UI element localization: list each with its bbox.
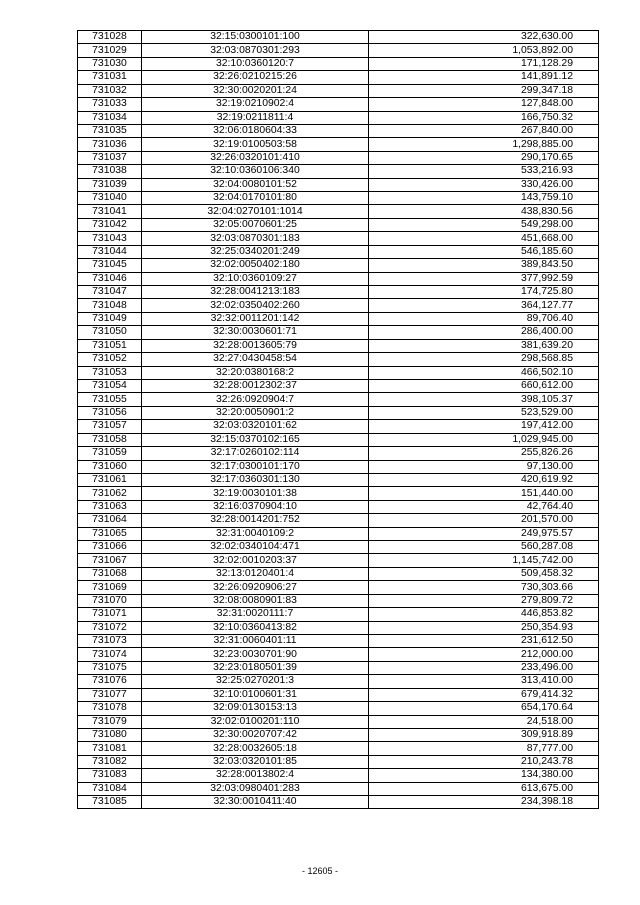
cadastral-number-cell: 32:28:0014201:752 (142, 514, 369, 527)
record-number-cell: 731069 (78, 581, 142, 594)
table-row (78, 232, 599, 245)
cadastral-value-cell: 1,053,892.00 (369, 44, 599, 57)
record-number-cell: 731079 (78, 715, 142, 728)
table-row (78, 339, 599, 352)
table-row (78, 406, 599, 419)
table-row (78, 245, 599, 258)
cadastral-number-cell: 32:26:0320101:410 (142, 151, 369, 164)
record-number-cell: 731066 (78, 541, 142, 554)
cadastral-number-cell: 32:19:0030101:38 (142, 487, 369, 500)
cadastral-value-cell: 446,853.82 (369, 608, 599, 621)
record-number-cell: 731047 (78, 286, 142, 299)
cadastral-value-cell: 322,630.00 (369, 31, 599, 44)
cadastral-value-cell: 730,303.66 (369, 581, 599, 594)
cadastral-value-cell: 42,764.40 (369, 500, 599, 513)
cadastral-value-cell: 141,891.12 (369, 71, 599, 84)
table-row (78, 675, 599, 688)
cadastral-number-cell: 32:30:0030601:71 (142, 326, 369, 339)
cadastral-number-cell: 32:03:0870301:293 (142, 44, 369, 57)
cadastral-number-cell: 32:31:0040109:2 (142, 527, 369, 540)
cadastral-value-cell: 1,145,742.00 (369, 554, 599, 567)
cadastral-value-cell: 330,426.00 (369, 178, 599, 191)
cadastral-number-cell: 32:28:0032605:18 (142, 742, 369, 755)
record-number-cell: 731044 (78, 245, 142, 258)
record-number-cell: 731065 (78, 527, 142, 540)
table-row (78, 755, 599, 768)
record-number-cell: 731068 (78, 567, 142, 580)
cadastral-value-cell: 398,105.37 (369, 393, 599, 406)
record-number-cell: 731061 (78, 473, 142, 486)
cadastral-value-cell: 466,502.10 (369, 366, 599, 379)
cadastral-value-cell: 97,130.00 (369, 460, 599, 473)
table-row (78, 98, 599, 111)
cadastral-number-cell: 32:28:0012302:37 (142, 379, 369, 392)
record-number-cell: 731063 (78, 500, 142, 513)
table-row (78, 567, 599, 580)
cadastral-number-cell: 32:30:0020201:24 (142, 84, 369, 97)
cadastral-number-cell: 32:02:0050402:180 (142, 259, 369, 272)
cadastral-value-cell: 286,400.00 (369, 326, 599, 339)
record-number-cell: 731036 (78, 138, 142, 151)
cadastral-number-cell: 32:26:0920904:7 (142, 393, 369, 406)
table-row (78, 205, 599, 218)
cadastral-value-cell: 233,496.00 (369, 661, 599, 674)
cadastral-number-cell: 32:08:0080901:83 (142, 594, 369, 607)
table-row (78, 299, 599, 312)
table-row (78, 286, 599, 299)
record-number-cell: 731067 (78, 554, 142, 567)
cadastral-value-cell: 151,440.00 (369, 487, 599, 500)
cadastral-value-cell: 298,568.85 (369, 353, 599, 366)
table-row (78, 769, 599, 782)
record-number-cell: 731084 (78, 782, 142, 795)
table-row (78, 742, 599, 755)
cadastral-value-cell: 127,848.00 (369, 98, 599, 111)
cadastral-number-cell: 32:10:0360106:340 (142, 165, 369, 178)
cadastral-number-cell: 32:20:0050901:2 (142, 406, 369, 419)
cadastral-number-cell: 32:27:0430458:54 (142, 353, 369, 366)
cadastral-number-cell: 32:03:0320101:85 (142, 755, 369, 768)
record-number-cell: 731071 (78, 608, 142, 621)
table-row (78, 138, 599, 151)
table-row (78, 272, 599, 285)
cadastral-number-cell: 32:10:0100601:31 (142, 688, 369, 701)
record-number-cell: 731050 (78, 326, 142, 339)
cadastral-value-cell: 279,809.72 (369, 594, 599, 607)
cadastral-number-cell: 32:10:0360120:7 (142, 57, 369, 70)
cadastral-value-cell: 267,840.00 (369, 124, 599, 137)
record-number-cell: 731082 (78, 755, 142, 768)
record-number-cell: 731032 (78, 84, 142, 97)
cadastral-number-cell: 32:31:0020111:7 (142, 608, 369, 621)
cadastral-number-cell: 32:31:0060401:11 (142, 634, 369, 647)
record-number-cell: 731077 (78, 688, 142, 701)
cadastral-value-cell: 255,826.26 (369, 447, 599, 460)
record-number-cell: 731062 (78, 487, 142, 500)
record-number-cell: 731055 (78, 393, 142, 406)
record-number-cell: 731030 (78, 57, 142, 70)
cadastral-number-cell: 32:25:0270201:3 (142, 675, 369, 688)
record-number-cell: 731076 (78, 675, 142, 688)
table-row (78, 151, 599, 164)
table-row (78, 527, 599, 540)
cadastral-number-cell: 32:02:0010203:37 (142, 554, 369, 567)
table-row (78, 460, 599, 473)
table-row (78, 71, 599, 84)
cadastral-value-cell: 654,170.64 (369, 702, 599, 715)
table-row (78, 44, 599, 57)
record-number-cell: 731059 (78, 447, 142, 460)
table-row (78, 500, 599, 513)
cadastral-value-table (77, 30, 599, 809)
table-row (78, 353, 599, 366)
record-number-cell: 731033 (78, 98, 142, 111)
cadastral-number-cell: 32:03:0320101:62 (142, 420, 369, 433)
record-number-cell: 731052 (78, 353, 142, 366)
cadastral-number-cell: 32:02:0340104:471 (142, 541, 369, 554)
table-row (78, 259, 599, 272)
cadastral-number-cell: 32:13:0120401:4 (142, 567, 369, 580)
table-row (78, 57, 599, 70)
page-number: - 12605 - (301, 866, 339, 876)
cadastral-number-cell: 32:10:0360413:82 (142, 621, 369, 634)
table-row (78, 433, 599, 446)
record-number-cell: 731046 (78, 272, 142, 285)
cadastral-value-cell: 89,706.40 (369, 312, 599, 325)
record-number-cell: 731029 (78, 44, 142, 57)
table-row (78, 326, 599, 339)
cadastral-value-cell: 134,380.00 (369, 769, 599, 782)
record-number-cell: 731034 (78, 111, 142, 124)
cadastral-value-cell: 546,185.60 (369, 245, 599, 258)
record-number-cell: 731037 (78, 151, 142, 164)
table-row (78, 661, 599, 674)
cadastral-number-cell: 32:03:0980401:283 (142, 782, 369, 795)
cadastral-number-cell: 32:23:0180501:39 (142, 661, 369, 674)
cadastral-value-cell: 212,000.00 (369, 648, 599, 661)
cadastral-number-cell: 32:16:0370904:10 (142, 500, 369, 513)
cadastral-value-cell: 438,830.56 (369, 205, 599, 218)
table-row (78, 420, 599, 433)
cadastral-number-cell: 32:32:0011201:142 (142, 312, 369, 325)
cadastral-value-cell: 533,216.93 (369, 165, 599, 178)
record-number-cell: 731060 (78, 460, 142, 473)
table-row (78, 312, 599, 325)
record-number-cell: 731051 (78, 339, 142, 352)
cadastral-value-cell: 381,639.20 (369, 339, 599, 352)
table-row (78, 84, 599, 97)
table-row (78, 621, 599, 634)
record-number-cell: 731043 (78, 232, 142, 245)
record-number-cell: 731038 (78, 165, 142, 178)
cadastral-value-cell: 660,612.00 (369, 379, 599, 392)
cadastral-value-cell: 197,412.00 (369, 420, 599, 433)
cadastral-number-cell: 32:02:0100201:110 (142, 715, 369, 728)
record-number-cell: 731028 (78, 31, 142, 44)
cadastral-value-cell: 250,354.93 (369, 621, 599, 634)
record-number-cell: 731031 (78, 71, 142, 84)
record-number-cell: 731056 (78, 406, 142, 419)
cadastral-number-cell: 32:19:0100503:58 (142, 138, 369, 151)
cadastral-value-cell: 143,759.10 (369, 192, 599, 205)
cadastral-value-cell: 364,127.77 (369, 299, 599, 312)
record-number-cell: 731045 (78, 259, 142, 272)
cadastral-number-cell: 32:15:0300101:100 (142, 31, 369, 44)
cadastral-value-cell: 451,668.00 (369, 232, 599, 245)
cadastral-value-cell: 613,675.00 (369, 782, 599, 795)
cadastral-number-cell: 32:06:0180604:33 (142, 124, 369, 137)
record-number-cell: 731074 (78, 648, 142, 661)
table-row (78, 379, 599, 392)
table-row (78, 648, 599, 661)
cadastral-value-cell: 420,619.92 (369, 473, 599, 486)
record-number-cell: 731040 (78, 192, 142, 205)
cadastral-number-cell: 32:30:0020707:42 (142, 728, 369, 741)
cadastral-value-cell: 290,170.65 (369, 151, 599, 164)
cadastral-number-cell: 32:10:0360109:27 (142, 272, 369, 285)
cadastral-value-cell: 389,843.50 (369, 259, 599, 272)
record-number-cell: 731073 (78, 634, 142, 647)
record-number-cell: 731083 (78, 769, 142, 782)
table-row (78, 702, 599, 715)
record-number-cell: 731078 (78, 702, 142, 715)
cadastral-number-cell: 32:20:0380168:2 (142, 366, 369, 379)
record-number-cell: 731039 (78, 178, 142, 191)
table-row (78, 728, 599, 741)
record-number-cell: 731064 (78, 514, 142, 527)
table-row (78, 554, 599, 567)
table-row (78, 715, 599, 728)
cadastral-number-cell: 32:02:0350402:260 (142, 299, 369, 312)
cadastral-value-cell: 249,975.57 (369, 527, 599, 540)
cadastral-value-cell: 377,992.59 (369, 272, 599, 285)
cadastral-value-cell: 560,287.08 (369, 541, 599, 554)
cadastral-number-cell: 32:04:0270101:1014 (142, 205, 369, 218)
cadastral-number-cell: 32:17:0300101:170 (142, 460, 369, 473)
cadastral-number-cell: 32:28:0013605:79 (142, 339, 369, 352)
record-number-cell: 731085 (78, 796, 142, 809)
cadastral-value-cell: 1,298,885.00 (369, 138, 599, 151)
cadastral-number-cell: 32:19:0210902:4 (142, 98, 369, 111)
cadastral-number-cell: 32:09:0130153:13 (142, 702, 369, 715)
record-number-cell: 731053 (78, 366, 142, 379)
table-row (78, 111, 599, 124)
table-row (78, 782, 599, 795)
record-number-cell: 731080 (78, 728, 142, 741)
record-number-cell: 731081 (78, 742, 142, 755)
record-number-cell: 731042 (78, 218, 142, 231)
record-number-cell: 731049 (78, 312, 142, 325)
record-number-cell: 731057 (78, 420, 142, 433)
record-number-cell: 731054 (78, 379, 142, 392)
cadastral-value-cell: 171,128.29 (369, 57, 599, 70)
table-row (78, 124, 599, 137)
table-row (78, 796, 599, 809)
table-row (78, 165, 599, 178)
cadastral-number-cell: 32:04:0170101:80 (142, 192, 369, 205)
cadastral-value-cell: 309,918.89 (369, 728, 599, 741)
cadastral-number-cell: 32:03:0870301:183 (142, 232, 369, 245)
table-row (78, 31, 599, 44)
record-number-cell: 731048 (78, 299, 142, 312)
table-row (78, 514, 599, 527)
cadastral-value-cell: 299,347.18 (369, 84, 599, 97)
cadastral-value-cell: 549,298.00 (369, 218, 599, 231)
cadastral-number-cell: 32:19:0211811:4 (142, 111, 369, 124)
cadastral-value-cell: 210,243.78 (369, 755, 599, 768)
table-row (78, 688, 599, 701)
table-row (78, 541, 599, 554)
table-row (78, 218, 599, 231)
table-row (78, 447, 599, 460)
cadastral-value-cell: 201,570.00 (369, 514, 599, 527)
cadastral-value-cell: 24,518.00 (369, 715, 599, 728)
cadastral-number-cell: 32:28:0013802:4 (142, 769, 369, 782)
cadastral-value-cell: 679,414.32 (369, 688, 599, 701)
table-row (78, 178, 599, 191)
cadastral-number-cell: 32:30:0010411:40 (142, 796, 369, 809)
cadastral-number-cell: 32:25:0340201:249 (142, 245, 369, 258)
cadastral-number-cell: 32:17:0360301:130 (142, 473, 369, 486)
record-number-cell: 731075 (78, 661, 142, 674)
cadastral-value-cell: 509,458.32 (369, 567, 599, 580)
cadastral-number-cell: 32:17:0260102:114 (142, 447, 369, 460)
cadastral-number-cell: 32:23:0030701:90 (142, 648, 369, 661)
table-row (78, 192, 599, 205)
cadastral-value-cell: 174,725.80 (369, 286, 599, 299)
record-number-cell: 731058 (78, 433, 142, 446)
cadastral-number-cell: 32:15:0370102:165 (142, 433, 369, 446)
record-number-cell: 731041 (78, 205, 142, 218)
table-row (78, 473, 599, 486)
table-row (78, 393, 599, 406)
table-row (78, 581, 599, 594)
table-row (78, 634, 599, 647)
record-number-cell: 731035 (78, 124, 142, 137)
cadastral-value-cell: 1,029,945.00 (369, 433, 599, 446)
cadastral-value-cell: 234,398.18 (369, 796, 599, 809)
table-row (78, 366, 599, 379)
record-number-cell: 731072 (78, 621, 142, 634)
record-number-cell: 731070 (78, 594, 142, 607)
table-row (78, 608, 599, 621)
cadastral-value-cell: 166,750.32 (369, 111, 599, 124)
cadastral-value-cell: 523,529.00 (369, 406, 599, 419)
cadastral-number-cell: 32:28:0041213:183 (142, 286, 369, 299)
table-row (78, 594, 599, 607)
table-row (78, 487, 599, 500)
cadastral-number-cell: 32:26:0210215:26 (142, 71, 369, 84)
cadastral-value-cell: 231,612.50 (369, 634, 599, 647)
table-body (78, 31, 599, 809)
cadastral-number-cell: 32:05:0070601:25 (142, 218, 369, 231)
cadastral-number-cell: 32:04:0080101:52 (142, 178, 369, 191)
cadastral-value-cell: 87,777.00 (369, 742, 599, 755)
cadastral-value-cell: 313,410.00 (369, 675, 599, 688)
cadastral-number-cell: 32:26:0920906:27 (142, 581, 369, 594)
